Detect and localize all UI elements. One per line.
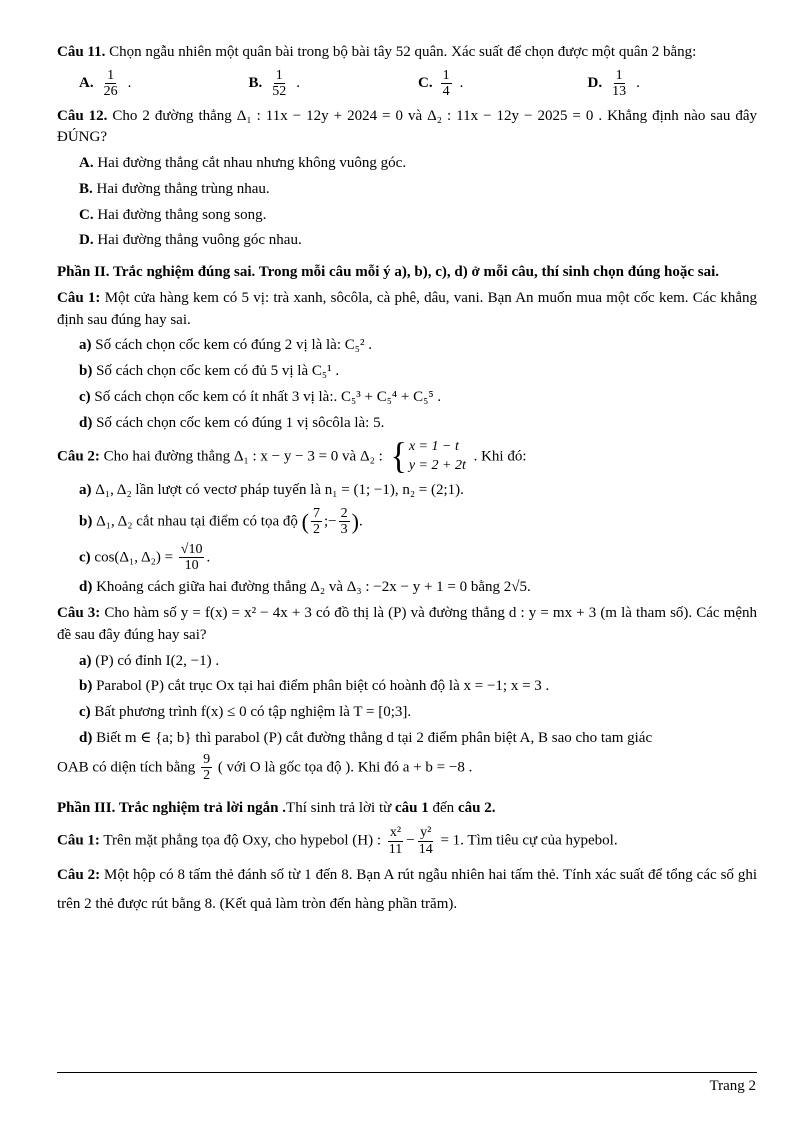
numerator: √10 [180, 541, 203, 557]
denominator: 2 [312, 522, 320, 538]
system-line-2: y = 2 + 2t [408, 458, 466, 474]
statement-text: Số cách chọn cốc kem có đúng 1 vị sôcôla là: 5. [96, 414, 385, 431]
question-label: Câu 3: [57, 605, 101, 622]
statement-letter: a) [79, 482, 92, 499]
denominator: 14 [418, 841, 433, 857]
statement-letter: c) [79, 388, 91, 405]
statement-c: c) cos(Δ₁, Δ₂) = $\frac{√10}{10}$ . [79, 541, 211, 574]
denominator: 10 [184, 558, 199, 574]
option-letter: D. [79, 232, 94, 249]
part3-question-1: Câu 1: Trên mặt phẳng tọa độ Oxy, cho hypebol (H) : $\frac{\text{x²}}{11}$ − $\frac{\text{y²}}{14}$ = 1. Tìm tiêu cự của hypebol. [57, 825, 618, 857]
option-tail: . [636, 74, 640, 91]
system-line-1: x = 1 − t [408, 439, 459, 455]
option-letter: B. [248, 74, 263, 91]
part-3-title: Phần III. Trắc nghiệm trả lời ngắn . [57, 799, 287, 816]
question-text: Một cửa hàng kem có 5 vị: trà xanh, sôcôla, cà phê, dâu, vani. Bạn An muốn mua một cốc kem. Các khẳng định sau đúng hay sai. [57, 289, 758, 328]
statement-a [79, 480, 757, 502]
statement-b: b) Δ₁, Δ₂ cắt nhau tại điểm có tọa độ ( $\frac{7}{2}$ ;− $\frac{2}{3}$ ). [79, 505, 363, 538]
denominator: 52 [272, 84, 287, 100]
statement-text: (P) có đỉnh I(2, −1) . [95, 652, 220, 669]
part-3-heading [57, 798, 757, 820]
numerator: 1 [442, 67, 450, 83]
statement-c [79, 702, 757, 724]
statement-letter: a) [79, 652, 92, 669]
statement-d [79, 728, 757, 750]
fraction [387, 825, 404, 857]
fraction [417, 825, 435, 857]
option-letter: A. [79, 74, 94, 91]
question-label: Câu 1: [57, 832, 100, 849]
statement-d-continued [57, 752, 757, 784]
fraction [102, 68, 120, 100]
question-text: Cho hàm số y = f(x) = x² − 4x + 3 có đồ thị là (P) và đường thẳng d : y = mx + 3 (m là tham số). Các mệnh đề sau đây đúng hay sai? [57, 605, 757, 643]
part2-question-3 [57, 603, 757, 647]
option-text: Hai đường thẳng vuông góc nhau. [97, 232, 302, 249]
question-text: Chọn ngẫu nhiên một quân bài trong bộ bài tây 52 quân. Xác suất để chọn được một quân 2 bằng: [109, 44, 697, 60]
statement-letter: b) [79, 363, 93, 380]
numerator: 7 [312, 505, 320, 521]
statement-letter: d) [79, 729, 93, 746]
numerator: 1 [107, 67, 115, 83]
question-intro: Cho hai đường thẳng Δ₁ : x − y − 3 = 0 và Δ₂ : [103, 448, 383, 465]
option-b [79, 179, 757, 201]
part3-question-2 [57, 861, 757, 918]
exam-page [57, 42, 757, 922]
fraction [201, 752, 212, 784]
option-a [79, 68, 249, 100]
denominator: 3 [340, 522, 348, 538]
fraction [270, 68, 288, 100]
statement-letter: c) [79, 549, 91, 566]
option-letter: C. [79, 206, 94, 223]
statement-text: Δ₁, Δ₂ lần lượt có vectơ pháp tuyến là n₁ = (1; −1), n₂ = (2;1). [95, 482, 464, 499]
fraction [311, 506, 322, 538]
answer-options [79, 68, 757, 100]
option-letter: D. [587, 74, 603, 91]
question-label: Câu 2: [57, 448, 100, 465]
part-3-subtitle: Thí sinh trả lời từ [286, 799, 396, 816]
option-d [79, 230, 757, 252]
statement-text: Khoảng cách giữa hai đường thẳng Δ₂ và Δ₃ : −2x − y + 1 = 0 bằng 2√5. [96, 579, 531, 596]
statement-letter: d) [79, 414, 93, 431]
statement-text: Số cách chọn cốc kem có ít nhất 3 vị là:. C₅³ + C₅⁴ + C₅⁵ . [94, 388, 442, 405]
question-text: Một hộp có 8 tấm thẻ đánh số từ 1 đến 8. Bạn A rút ngẫu nhiên hai tấm thẻ. Tính xác suất để tổng các số ghi trên 2 thẻ được rút bằng 8. (Kết quả làm tròn đến hàng phần trăm). [57, 867, 758, 912]
denominator: 2 [203, 768, 211, 784]
part2-question-2 [57, 438, 757, 476]
statement-text: Bất phương trình f(x) ≤ 0 có tập nghiệm là T = [0;3]. [94, 704, 412, 721]
statement-a [79, 651, 757, 673]
statement-b [79, 361, 757, 383]
numerator: 2 [340, 505, 348, 521]
question-label: Câu 11. [57, 44, 106, 60]
question-outro: . Khi đó: [473, 448, 527, 465]
question-11 [57, 42, 757, 64]
statement-letter: b) [79, 678, 93, 695]
question-text: = 1. Tìm tiêu cự của hypebol. [440, 832, 618, 849]
page-number: Trang 2 [709, 1078, 756, 1094]
numerator: 9 [203, 751, 211, 767]
statement-d [79, 577, 757, 599]
option-text: Hai đường thẳng song song. [97, 206, 267, 223]
question-text: Trên mặt phẳng tọa độ Oxy, cho hypebol (H) : [103, 832, 382, 849]
part2-question-1 [57, 288, 757, 332]
denominator: 11 [388, 841, 403, 857]
statement-text: Số cách chọn cốc kem có đúng 2 vị là là: C₅² . [95, 337, 372, 354]
part-3-subtitle-bold: câu 2. [457, 799, 496, 816]
statement-text: cos(Δ₁, Δ₂) = [94, 549, 174, 566]
statement-c [79, 387, 757, 409]
denominator: 26 [103, 84, 118, 100]
question-12 [57, 106, 757, 150]
numerator: y² [420, 825, 432, 841]
question-label: Câu 12. [57, 107, 108, 124]
option-text: Hai đường thẳng trùng nhau. [96, 180, 270, 197]
denominator: 4 [442, 84, 450, 100]
statement-a [79, 335, 757, 357]
statement-d [79, 413, 757, 435]
option-b [249, 68, 419, 100]
statement-letter: d) [79, 579, 93, 596]
option-d [588, 68, 758, 100]
option-c [418, 68, 588, 100]
numerator: 1 [615, 67, 623, 83]
statement-b [79, 676, 757, 698]
part-2-heading: Phần II. Trắc nghiệm đúng sai. Trong mỗi câu mỗi ý a), b), c), d) ở mỗi câu, thí sinh chọn đúng hoặc sai. [57, 264, 720, 281]
option-tail: . [459, 74, 464, 91]
statement-letter: b) [79, 513, 93, 530]
question-label: Câu 2: [57, 867, 101, 884]
option-a [79, 153, 757, 175]
option-text: Hai đường thẳng cắt nhau nhưng không vuông góc. [97, 155, 407, 172]
statement-text: Số cách chọn cốc kem có đủ 5 vị là C₅¹ . [96, 363, 340, 380]
fraction [339, 506, 350, 538]
statement-text: Parabol (P) cắt trục Ox tại hai điểm phân biệt có hoành độ là x = −1; x = 3 . [96, 678, 550, 695]
numerator: x² [389, 825, 402, 841]
option-letter: B. [79, 180, 93, 197]
denominator: 13 [612, 84, 627, 100]
fraction [179, 542, 205, 574]
left-brace-icon: { [390, 436, 407, 477]
question-label: Câu 1: [57, 289, 101, 306]
statement-text: Δ₁, Δ₂ cắt nhau tại điểm có tọa độ [96, 513, 298, 530]
statement-text: OAB có diện tích bằng [57, 759, 196, 776]
question-text: Cho 2 đường thẳng Δ₁ : 11x − 12y + 2024 = 0 và Δ₂ : 11x − 12y − 2025 = 0 . Khẳng định nào sau đây ĐÚNG? [57, 107, 758, 146]
option-letter: A. [79, 155, 94, 172]
statement-text: Biết m ∈ {a; b} thì parabol (P) cắt đường thẳng d tại 2 điểm phân biệt A, B sao cho tam giác [96, 729, 653, 746]
fraction [610, 68, 628, 100]
option-tail: . [296, 74, 301, 91]
part-3-subtitle: đến [428, 799, 458, 816]
option-tail: . [127, 74, 132, 91]
option-c [79, 205, 757, 227]
footer-divider [57, 1072, 757, 1073]
option-letter: C. [418, 74, 433, 91]
part-3-subtitle-bold: câu 1 [395, 799, 429, 816]
equation-system [391, 438, 466, 476]
statement-letter: a) [79, 337, 92, 354]
statement-letter: c) [79, 704, 91, 721]
statement-text: ( với O là gốc tọa độ ). Khi đó a + b = −8 . [217, 759, 473, 776]
fraction [441, 68, 452, 100]
numerator: 1 [275, 67, 283, 83]
